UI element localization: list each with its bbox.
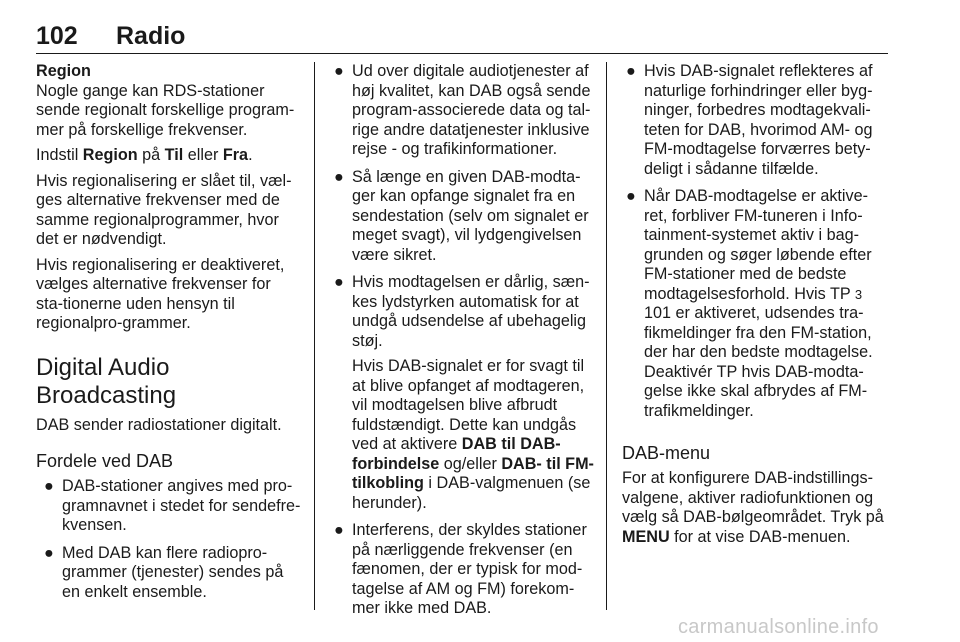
bullet-icon: ● [44, 477, 54, 495]
regionalisation-off-paragraph: Hvis regionalisering er deaktiveret, vælges alternative frekvenser for sta-tionerne uden hensyn til regionalpro-grammer. [36, 255, 285, 332]
page-reference-icon: 3 [854, 286, 863, 302]
text: og/eller [439, 454, 502, 473]
advantages-heading: Fordele ved DAB [36, 451, 174, 471]
column-divider [314, 62, 315, 610]
indstil-paragraph [36, 146, 302, 166]
list-item-text: Hvis DAB-signalet reflekteres af naturlige forhindringer eller byg-ninger, forbedres modtagekvali-teten for DAB, hvorimod AM- og FM-modtagelse forværres bety-deligt i sådanne tilfælde. [644, 62, 873, 178]
list-item [36, 477, 302, 536]
setting-region: Region [82, 146, 138, 164]
text: eller [183, 146, 223, 164]
list-item-text: Med DAB kan flere radiopro-grammer (tjenester) sendes på en enkelt ensemble. [62, 543, 284, 601]
dab-menu-paragraph [622, 469, 890, 547]
list-item [622, 187, 890, 421]
text: i DAB-valgmenuen (se herunder). [352, 474, 591, 512]
bullet-icon: ● [334, 167, 344, 186]
advantages-list-continued [330, 62, 596, 619]
column-left [36, 62, 302, 610]
header-rule [36, 53, 888, 54]
advantages-list-continued [622, 62, 890, 421]
list-item [622, 62, 890, 179]
dab-heading: Digital Audio Broadcasting [36, 353, 177, 409]
setting-dab-to-dab: DAB til DAB-forbindelse [352, 435, 561, 473]
list-item [330, 273, 596, 513]
menu-button-label: MENU [622, 527, 670, 546]
text: er aktiveret, udsendes tra-fikmeldinger fra den FM-station, der har den bedste modtagelse. Deaktivér TP hvis DAB-modta-gelse ikke skal afbrydes af FM-trafikmeldinger. [644, 304, 873, 420]
column-middle [330, 62, 596, 627]
bullet-icon: ● [44, 543, 54, 562]
list-item-text: Interferens, der skyldes stationer på nærliggende frekvenser (en fænomen, der er typisk for mod-tagelse af AM og FM) forekom-mer ikke med DAB. [352, 521, 587, 617]
text: . [248, 146, 253, 164]
text: Når DAB-modtagelse er aktive-ret, forbliver FM-tuneren i Info-tainment-systemet aktiv i bag-grunden og søger løbende efter FM-stationer med de bedste modtagelsesforhold. Hvis TP [644, 187, 872, 303]
list-item-text: Så længe en given DAB-modta-ger kan opfange signalet fra en sendestation (selv om signalet er meget svagt), vil lydgengivelsen være sikret. [352, 167, 589, 264]
list-item-text: Hvis modtagelsen er dårlig, sæn-kes lydstyrken automatisk for at undgå udsendelse af ubehagelig støj. [352, 273, 590, 350]
page-reference[interactable]: 101 [644, 304, 672, 322]
dab-menu-heading: DAB-menu [622, 443, 711, 463]
regionalisation-on-paragraph: Hvis regionalisering er slået til, væl-ges alternative frekvenser med de samme regionalprogrammer, hvor det er nødvendigt. [36, 171, 292, 248]
column-right [622, 62, 890, 553]
page-number: 102 [36, 22, 78, 50]
page-header [36, 22, 884, 52]
text: For at konfigurere DAB-indstillings-valgene, aktiver radiofunktionen og vælg så DAB-bølgeområdet. Tryk på [622, 469, 884, 526]
list-item-text: Ud over digitale audiotjenester af høj kvalitet, kan DAB også sende program-associerede data og tal-rige andre datatjenester inklusive rejse - og trafikinformationer. [352, 62, 591, 158]
text: på [137, 146, 165, 164]
list-item [330, 168, 596, 266]
bullet-icon: ● [334, 62, 344, 80]
region-subheading: Region [36, 62, 91, 80]
dab-intro: DAB sender radiostationer digitalt. [36, 415, 282, 434]
advantages-list [36, 477, 302, 602]
region-paragraph: Nogle gange kan RDS-stationer sende regionalt forskellige program-mer på forskellige frekvenser. [36, 81, 295, 139]
section-title: Radio [116, 22, 186, 50]
bullet-icon: ● [334, 273, 344, 291]
setting-til: Til [164, 146, 184, 164]
column-divider [606, 62, 607, 610]
text: Hvis DAB-signalet er for svagt til at blive opfanget af modtageren, vil modtagelsen blive afbrudt fuldstændigt. Dette kan undgås ved at aktivere [352, 357, 585, 453]
bullet-icon: ● [626, 62, 636, 80]
text: Indstil [36, 146, 83, 164]
watermark: carmanualsonline.info [678, 616, 879, 638]
text: for at vise DAB-menuen. [669, 527, 851, 546]
list-item [330, 62, 596, 160]
bullet-icon: ● [334, 521, 344, 539]
list-item [36, 544, 302, 603]
bullet-icon: ● [626, 187, 636, 205]
weak-signal-paragraph [352, 357, 596, 513]
list-item [330, 521, 596, 619]
setting-dab-to-fm: DAB- til FM-tilkobling [352, 454, 594, 492]
setting-fra: Fra [222, 146, 249, 164]
list-item-text: DAB-stationer angives med pro-gramnavnet i stedet for sendefre-kvensen. [62, 477, 301, 534]
